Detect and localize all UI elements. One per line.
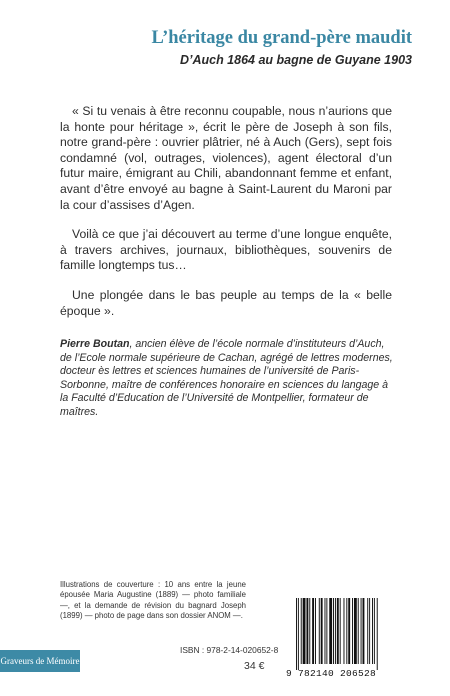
barcode-bar bbox=[309, 598, 310, 664]
barcode-bar bbox=[354, 598, 357, 664]
author-name: Pierre Boutan bbox=[60, 338, 130, 350]
barcode-bar bbox=[361, 598, 362, 664]
barcode-bar bbox=[321, 598, 323, 664]
author-bio bbox=[60, 338, 398, 420]
barcode-bar bbox=[329, 598, 332, 664]
barcode-bar bbox=[298, 598, 299, 670]
barcode-digits: 9 782140 206528 bbox=[286, 668, 377, 679]
barcode-bar bbox=[372, 598, 373, 664]
barcode-bar bbox=[346, 598, 347, 664]
barcode-bar bbox=[326, 598, 327, 664]
barcode-bar bbox=[352, 598, 353, 664]
cover-credits: Illustrations de couverture : 10 ans entre la jeune épousée Maria Augustine (1889) — photo familiale —, et la demande de révision du bagnard Joseph (1899) — photo de page dans son dossier ANOM —. bbox=[60, 580, 246, 621]
blurb-paragraph: « Si tu venais à être reconnu coupable, nous n’aurions que la honte pour héritage », écrit le père de Joseph à son fils, notre grand-père : ouvrier plâtrier, né à Auch (Gers), sept fois condamné (vol, outrages, violences), agent électoral d’un futur maire, émigrant au Chili, abandonnant femme et enfant, avant d’être envoyé au bagne à Saint-Laurent du Maroni par la cour d’assises d’Agen. bbox=[60, 104, 392, 212]
barcode-bar bbox=[296, 598, 297, 670]
barcode-bar bbox=[363, 598, 365, 664]
blurb bbox=[60, 104, 392, 333]
barcode-bar bbox=[369, 598, 370, 664]
barcode-bar bbox=[303, 598, 306, 664]
barcode-bar bbox=[348, 598, 350, 664]
barcode-bar bbox=[374, 598, 375, 664]
book-title: L’héritage du grand-père maudit bbox=[151, 28, 412, 48]
barcode-bar bbox=[335, 598, 336, 664]
series-name: Graveurs de Mémoire bbox=[0, 650, 80, 672]
barcode-bar bbox=[306, 598, 308, 664]
blurb-paragraph: Une plongée dans le bas peuple au temps de la « belle époque ». bbox=[60, 287, 392, 318]
price: 34 € bbox=[244, 660, 265, 672]
author-bio-text: , ancien élève de l’école normale d’instituteurs d’Auch, de l’Ecole normale supérieure de Cachan, agrégé de lettres modernes, docteur ès lettres et sciences humaines de l’université de Paris-Sorbonne, maître de conférences honoraire en sciences du langage à la Faculté d’Education de l’Université de Montpellier, formateur de maîtres. bbox=[60, 338, 393, 418]
barcode-bar bbox=[333, 598, 334, 664]
barcode-bar bbox=[315, 598, 316, 664]
barcode-bar bbox=[312, 598, 314, 664]
barcode-bar bbox=[319, 598, 320, 664]
barcode-bar bbox=[337, 598, 339, 664]
barcode-bar bbox=[367, 598, 368, 664]
barcode-bars bbox=[294, 598, 398, 670]
barcode-bar bbox=[358, 598, 359, 664]
book-subtitle: D’Auch 1864 au bagne de Guyane 1903 bbox=[179, 53, 412, 67]
isbn: ISBN : 978-2-14-020652-8 bbox=[180, 645, 279, 655]
barcode bbox=[286, 598, 398, 684]
barcode-bar bbox=[340, 598, 341, 664]
barcode-bar bbox=[301, 598, 302, 664]
barcode-bar bbox=[377, 598, 378, 670]
blurb-paragraph: Voilà ce que j’ai découvert au terme d’une longue enquête, à travers archives, journaux, bibliothèques, souvenirs de famille longtemps tus… bbox=[60, 227, 392, 273]
barcode-bar bbox=[325, 598, 326, 664]
barcode-bar bbox=[344, 598, 345, 664]
